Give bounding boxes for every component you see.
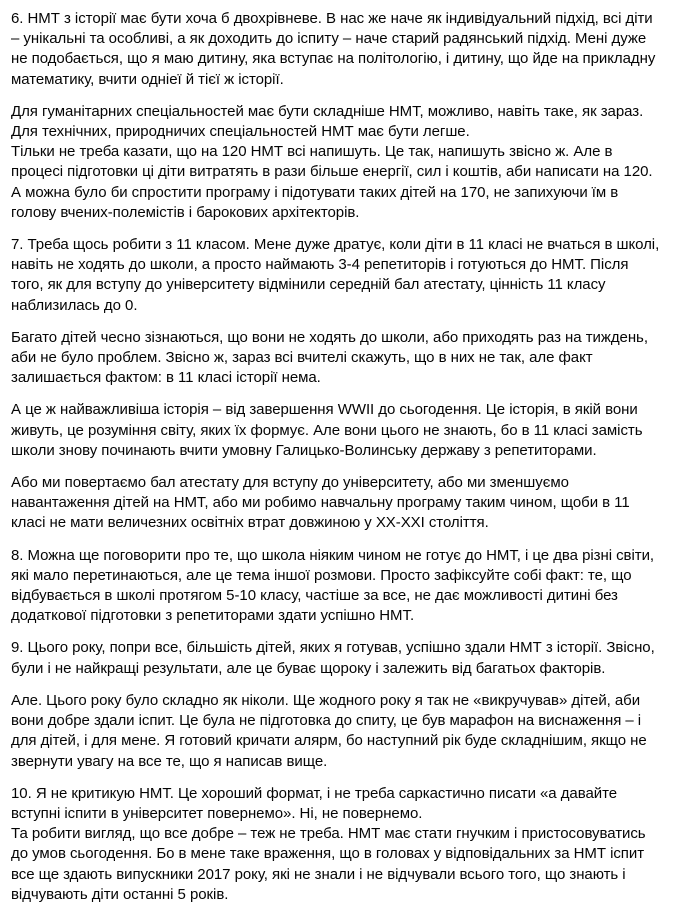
paragraph-line: А можна було би спростити програму і підотувати таких дітей на 170, не запихуючи їм в [11, 183, 619, 201]
post-paragraph-6 [11, 473, 688, 534]
post-paragraph-1 [11, 9, 688, 90]
paragraph-line: класі не мати величезних освітніх втрат довжиною у XX-XXI століття. [11, 514, 489, 532]
paragraph-line: аби не було проблем. Звісно ж, зараз всі вчителі скажуть, що в них не так, але факт [11, 349, 593, 367]
paragraph-line: вступні іспити в університет повернемо». Ні, не повернемо. [11, 804, 423, 822]
post-paragraph-7 [11, 546, 688, 627]
post-paragraph-2 [11, 102, 688, 223]
paragraph-line: звернути увагу на все те, що я написав вище. [11, 752, 328, 770]
paragraph-line: вони добре здали іспит. Це була не підготовка до спиту, це був марафон на виснаження – і [11, 712, 642, 730]
paragraph-line: живуть, це розуміння світу, яких їх формує. Але вони цього не знають, бо в 11 класі замість [11, 421, 643, 439]
paragraph-line: до умов сьогодення. Бо в мене таке враження, що в головах у відповідальних за НМТ іспит [11, 845, 645, 863]
paragraph-line: математику, вчити одніеї й тієї ж історії. [11, 70, 284, 88]
paragraph-line: – унікальні та особливі, а як доходить до іспиту – наче старий радянський підхід. Мені дуже [11, 30, 647, 48]
paragraph-line: відчувають діти останні 5 років. [11, 885, 229, 903]
paragraph-line: все ще здають випускники 2017 року, які не знали і не відчували всього того, що знають і [11, 865, 626, 883]
paragraph-line: відбувається в школі протягом 5-10 класу, частіше за все, не дає можливості дитині без [11, 587, 618, 605]
paragraph-line: голову вчених-полемістів і барокових архітекторів. [11, 203, 360, 221]
post-paragraph-4 [11, 328, 688, 389]
paragraph-line: А це ж найважливіша історія – від завершення WWII до сьогодення. Це історія, в якій вони [11, 401, 638, 419]
paragraph-line: які мало перетинаються, але це тема іншої розмови. Просто зафіксуйте собі факт: те, що [11, 566, 632, 584]
post-paragraph-9 [11, 691, 688, 772]
paragraph-line: наблизилась до 0. [11, 296, 138, 314]
paragraph-line: 6. НМТ з історії має бути хоча б двохрівневе. В нас же наче як індивідуальний підхід, всі діти [11, 10, 653, 27]
paragraph-line: процесі підготовки ці діти витратять в рази більше енергії, сил і коштів, аби написати на 120. [11, 163, 653, 181]
paragraph-line: додаткової підготовки з репетиторами здати успішно НМТ. [11, 607, 415, 625]
paragraph-line: Але. Цього року було складно як ніколи. Ще жодного року я так не «викручував» дітей, аби [11, 691, 641, 709]
post-paragraph-5 [11, 400, 688, 461]
paragraph-line: залишається фактом: в 11 класі історії нема. [11, 369, 321, 387]
post-paragraph-10 [11, 784, 688, 905]
paragraph-line: Для технічних, природничих спеціальностей НМТ має бути легше. [11, 123, 470, 141]
paragraph-line: 8. Можна ще поговорити про те, що школа ніяким чином не готує до НМТ, і це два різні світи, [11, 546, 655, 564]
paragraph-line: Для гуманітарних спеціальностей має бути складніше НМТ, можливо, навіть таке, як зараз. [11, 102, 644, 120]
paragraph-line: 9. Цього року, попри все, більшість дітей, яких я готував, успішно здали НМТ з історії. Звісно, [11, 639, 655, 657]
paragraph-line: Багато дітей чесно зізнаються, що вони не ходять до школи, або приходять раз на тиждень, [11, 328, 648, 346]
paragraph-line: для дітей, і для мене. Я готовий кричати алярм, бо наступний рік буде складнішим, якщо не [11, 732, 647, 750]
post-paragraph-8 [11, 638, 688, 678]
paragraph-line: 10. Я не критикую НМТ. Це хороший формат, і не треба саркастично писати «а давайте [11, 784, 618, 802]
paragraph-line: Або ми повертаємо бал атестату для вступу до університету, або ми зменшуємо [11, 474, 569, 492]
paragraph-line: навіть не ходять до школи, а просто наймають 3-4 репетиторів і готуються до НМТ. Після [11, 256, 629, 274]
paragraph-line: Тільки не треба казати, що на 120 НМТ всі напишуть. Це так, напишуть звісно ж. Але в [11, 143, 613, 161]
paragraph-line: 7. Треба щось робити з 11 класом. Мене дуже дратує, коли діти в 11 класі не вчаться в школі, [11, 236, 660, 254]
paragraph-line: школи знову починають вчити умовну Галицько-Волинську державу з репетиторами. [11, 441, 597, 459]
post-paragraph-3 [11, 235, 688, 316]
paragraph-line: не подобається, що я маю дитину, яка вступає на політологію, і дитину, що йде на прикладну [11, 50, 656, 68]
paragraph-line: Та робити вигляд, що все добре – теж не треба. НМТ має стати гнучким і пристосовуватись [11, 825, 646, 843]
paragraph-line: навантаження дітей на НМТ, або ми робимо навчальну програму таким чином, щоби в 11 [11, 494, 630, 512]
paragraph-line: того, як для вступу до університету відмінили середній бал атестату, цінність 11 класу [11, 276, 606, 294]
paragraph-line: були і не найкращі результати, але це буває щороку і залежить від багатьох факторів. [11, 659, 606, 677]
